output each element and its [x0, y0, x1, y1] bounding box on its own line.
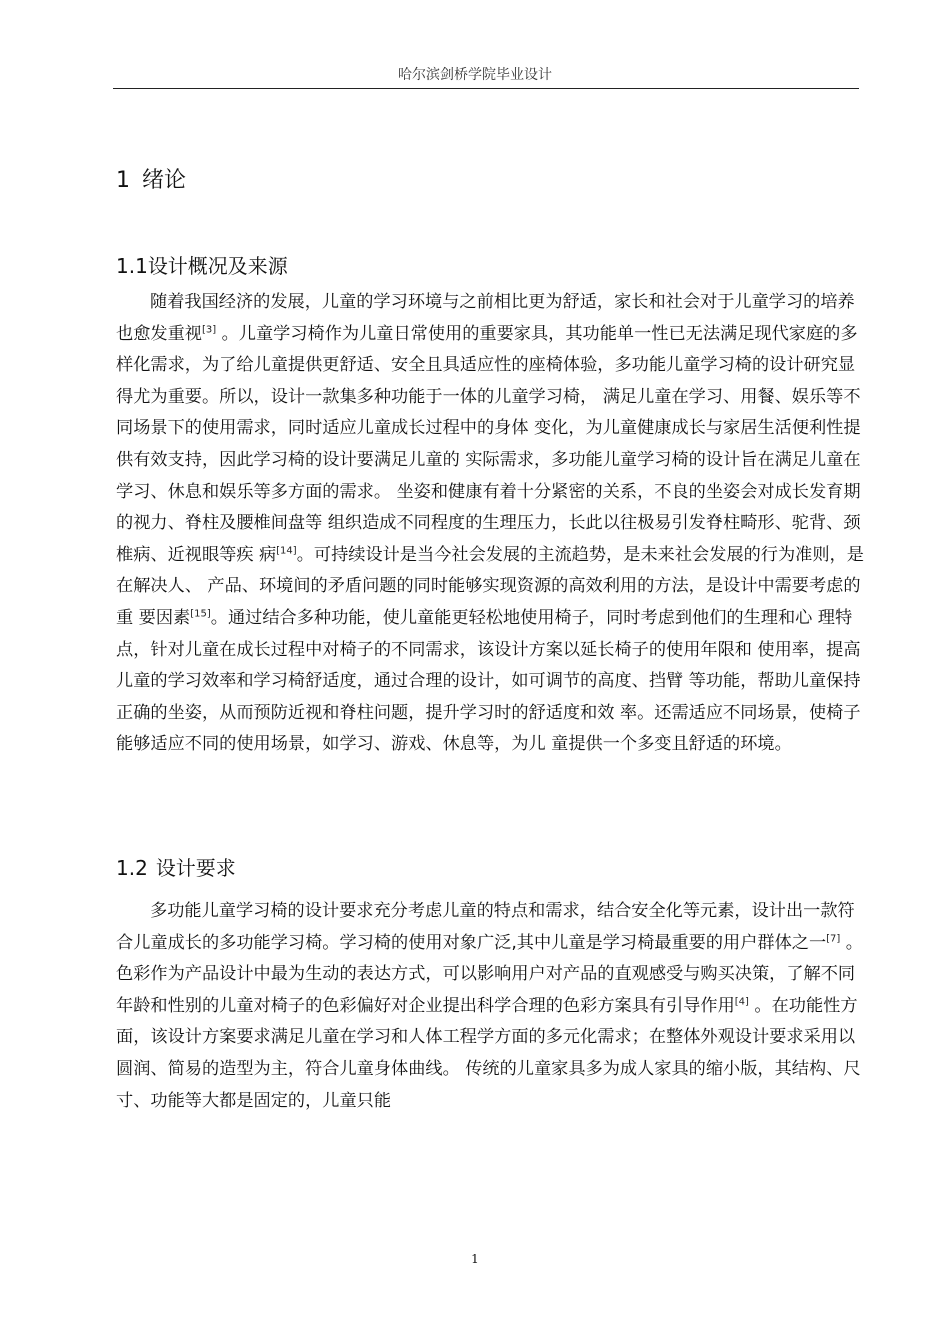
section-number: 1.1 — [116, 254, 148, 278]
paragraph-text: 多功能儿童学习椅的设计要求充分考虑儿童的特点和需求，结合安全化等元素，设计出一款符合儿童成长的多功能学习椅。学习椅的使用对象广泛,其中儿童是学习椅最重要的用户群体之一 — [116, 901, 855, 953]
citation-ref: [14] — [276, 545, 297, 557]
page-header: 哈尔滨剑桥学院毕业设计 — [398, 67, 552, 83]
page-number: 1 — [471, 1252, 479, 1266]
header-rule — [113, 88, 859, 89]
chapter-title: 绪论 — [142, 168, 187, 193]
paragraph-text: 。通过结合多种功能，使儿童能更轻松地使用椅子，同时考虑到他们的生理和心 理特点，针对儿童在成长过程中对椅子的不同需求，该设计方案以延长椅子的使用年限和 使用率，提高儿童的学习效率和学习椅舒适度，通过合理的设计，如可调节的高度、挡臂 等功能，帮助儿童保持正确的坐姿，从而预防近视和脊柱问题，提升学习时的舒适度和效 率。还需适应不同场景，使椅子能够适应不同的使用场景，如学习、游戏、休息等，为儿 童提供一个多变且舒适的环境。 — [116, 607, 861, 755]
citation-ref: [4] — [734, 996, 749, 1008]
section-number: 1.2 — [116, 856, 148, 880]
paragraph-text: 。色彩作为产品设计中最为生动的表达方式，可以影响用户对产品的直观感受与购买决策，了解不同年龄和性别的儿童对椅子的色彩偏好对企业提出科学合理的色彩方案具有引导作用 — [116, 932, 863, 1016]
paragraph-text: 。在功能性方面，该设计方案要求满足儿童在学习和人体工程学方面的多元化需求；在整体外观设计要求采用以圆润、简易的造型为主，符合儿童身体曲线。 传统的儿童家具多为成人家具的缩小版，其结构、尺寸、功能等大都是固定的，儿童只能 — [116, 995, 861, 1111]
chapter-number: 1 — [116, 168, 130, 193]
paragraph-text: 随着我国经济的发展，儿童的学习环境与之前相比更为舒适，家长和社会对于儿童学习的培养也愈发重视 — [116, 292, 855, 344]
section-title: 设计概况及来源 — [147, 254, 288, 278]
paragraph-text: 。可持续设计是当今社会发展的主流趋势，是未来社会发展的行为准则，是在解决人、 产品、环境间的矛盾问题的同时能够实现资源的高效利用的方法，是设计中需要考虑的重 要因素 — [116, 544, 864, 628]
section-heading-1-2 — [116, 852, 236, 881]
section-1-2-paragraph — [116, 896, 866, 1117]
chapter-heading — [116, 163, 186, 194]
section-title: 设计要求 — [155, 856, 236, 880]
section-heading-1-1 — [116, 250, 288, 279]
citation-ref: [15] — [190, 608, 211, 620]
paragraph-text: 。儿童学习椅作为儿童日常使用的重要家具，其功能单一性已无法满足现代家庭的多样化需求，为了给儿童提供更舒适、安全且具适应性的座椅体验，多功能儿童学习椅的设计研究显得尤为重要。所以，设计一款集多种功能于一体的儿童学习椅， 满足儿童在学习、用餐、娱乐等不同场景下的使用需求，同时适应儿童成长过程中的身体 变化，为儿童健康成长与家居生活便利性提供有效支持，因此学习椅的设计要满足儿童的 实际需求，多功能儿童学习椅的设计旨在满足儿童在学习、休息和娱乐等多方面的需求。 坐姿和健康有着十分紧密的关系，不良的坐姿会对成长发育期的视力、脊柱及腰椎间盘等 组织造成不同程度的生理压力，长此以往极易引发脊柱畸形、驼背、颈椎病、近视眼等疾 病 — [116, 323, 861, 565]
citation-ref: [7] — [826, 932, 841, 944]
citation-ref: [3] — [201, 323, 217, 335]
section-1-1-paragraph — [116, 287, 866, 761]
